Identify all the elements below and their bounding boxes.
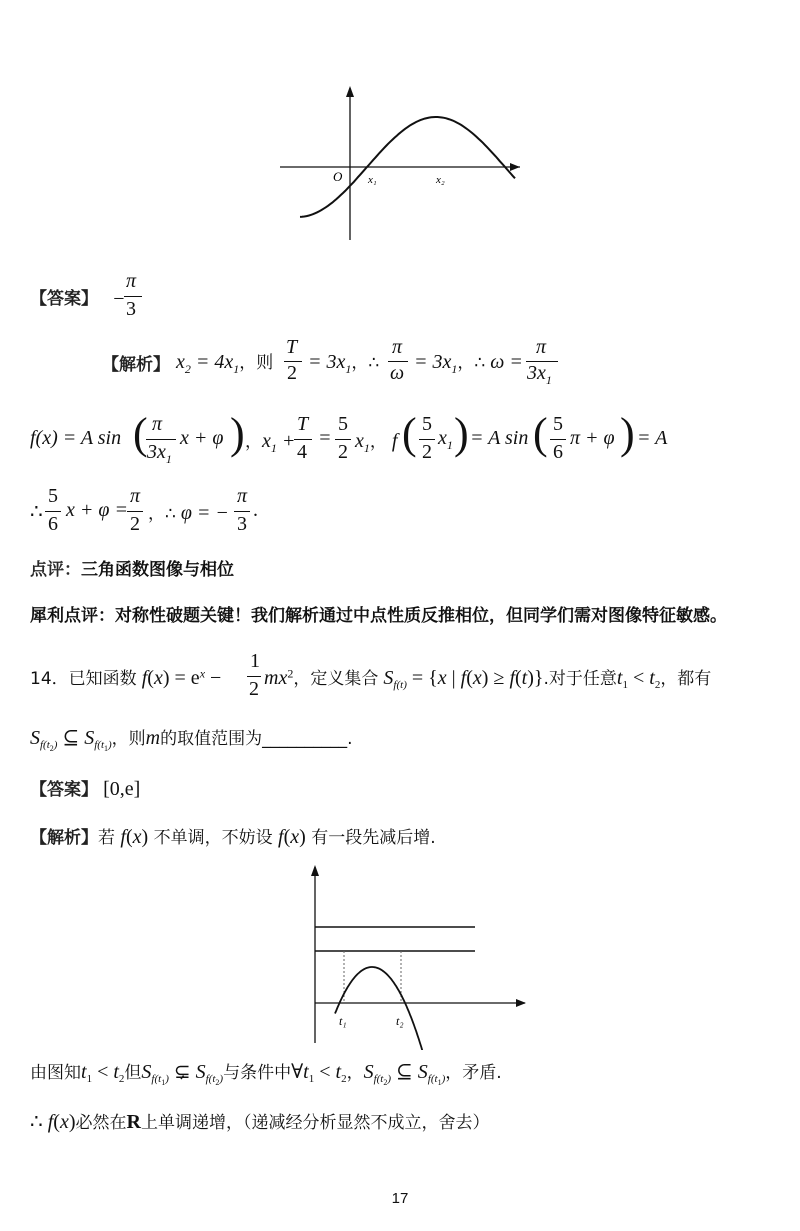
answer14-value: [0,e] [103,778,141,800]
page-number: 17 [391,1190,409,1207]
answer-tag: 【答案】 [30,289,98,309]
problem14-line2: $S_{f(t_2)}$ ⊆ $S_{f(t_1)}$，则m的取值范围为__________. [30,727,353,754]
analysis-tag: 【解析】 [102,355,170,375]
t1-label: t₁ [339,1014,347,1028]
x1-label: x₁ [368,174,377,186]
analysis14: 【解析】若 f(x) 不单调，不妨设 f(x) 有一段先减后增. [30,826,436,848]
t2-label: t₂ [396,1014,404,1028]
parabola-graph [290,855,540,1050]
comment-text: 三角函数图像与相位 [81,560,234,580]
x2-label: x₂ [436,174,445,186]
comment2 [30,601,727,626]
analysis13-line1 [102,350,170,375]
comment2-text: 对称性破题关键！我们解析通过中点性质反推相位，但同学们需对图像特征敏感。 [115,606,727,626]
origin-label: O [333,169,343,184]
conclusion-line2: ∴ f(x)必然在R上单调递增，（递减经分析显然不成立，舍去） [30,1111,490,1133]
comment2-label: 犀利点评： [30,606,115,626]
problem14-line1: 14．已知函数 $f(x) = e^x$ − [30,666,222,689]
comment-label: 点评： [30,560,81,580]
answer14 [30,775,140,801]
sine-graph [270,80,530,245]
answer13 [30,284,98,309]
answer14-tag: 【答案】 [30,780,98,800]
conclusion-line1: 由图知$t_1 < t_2$但$S_{f(t_1)}$ ⊊ $S_{f(t_2)}$与条件中$\forall t_1 < t_2$，$S_{f(t_2)}$ ⊆ $S_{f(t_1)}$，矛盾. [30,1061,502,1088]
analysis14-tag: 【解析】 [30,828,98,848]
comment [30,555,234,580]
